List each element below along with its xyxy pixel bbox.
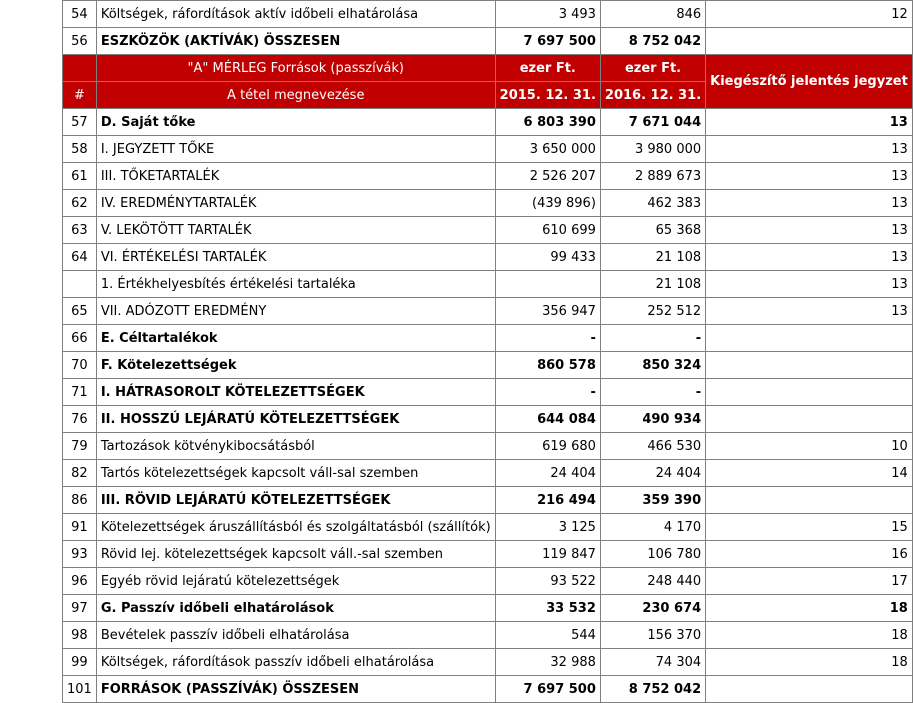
value-2015: 6 803 390 xyxy=(495,109,600,136)
value-2015: 7 697 500 xyxy=(495,28,600,55)
item-name: E. Céltartalékok xyxy=(96,325,495,352)
table-row xyxy=(63,325,913,352)
note-ref: 18 xyxy=(706,622,913,649)
value-2016: 74 304 xyxy=(600,649,705,676)
table-row xyxy=(63,541,913,568)
note-ref: 13 xyxy=(706,136,913,163)
value-2015: 644 084 xyxy=(495,406,600,433)
row-number: 56 xyxy=(63,28,97,55)
value-2016: 3 980 000 xyxy=(600,136,705,163)
value-2016: - xyxy=(600,379,705,406)
table-row xyxy=(63,514,913,541)
row-number-header: # xyxy=(63,82,97,109)
row-number: 86 xyxy=(63,487,97,514)
asset-summary-rows xyxy=(63,1,913,55)
item-name: IV. EREDMÉNYTARTALÉK xyxy=(96,190,495,217)
row-number: 98 xyxy=(63,622,97,649)
item-name-header: A tétel megnevezése xyxy=(96,82,495,109)
value-2015: - xyxy=(495,379,600,406)
value-2015: 93 522 xyxy=(495,568,600,595)
value-2015: (439 896) xyxy=(495,190,600,217)
note-ref: 13 xyxy=(706,109,913,136)
value-2016: 21 108 xyxy=(600,271,705,298)
note-ref xyxy=(706,28,913,55)
item-name: Egyéb rövid lejáratú kötelezettségek xyxy=(96,568,495,595)
value-2016: 8 752 042 xyxy=(600,676,705,703)
note-ref: 18 xyxy=(706,649,913,676)
table-row xyxy=(63,244,913,271)
value-2016: 24 404 xyxy=(600,460,705,487)
note-ref: 13 xyxy=(706,244,913,271)
row-number: 62 xyxy=(63,190,97,217)
table-row xyxy=(63,649,913,676)
table-row xyxy=(63,487,913,514)
item-name: D. Saját tőke xyxy=(96,109,495,136)
section-title: "A" MÉRLEG Források (passzívák) xyxy=(96,55,495,82)
value-2015: 610 699 xyxy=(495,217,600,244)
note-ref: 16 xyxy=(706,541,913,568)
table-row xyxy=(63,28,913,55)
note-ref xyxy=(706,325,913,352)
value-2016: 8 752 042 xyxy=(600,28,705,55)
row-number: 79 xyxy=(63,433,97,460)
value-2015: 356 947 xyxy=(495,298,600,325)
balance-sheet-table xyxy=(62,0,913,703)
value-2015: 544 xyxy=(495,622,600,649)
value-2015: 99 433 xyxy=(495,244,600,271)
table-row xyxy=(63,622,913,649)
value-2016: 106 780 xyxy=(600,541,705,568)
table-row xyxy=(63,217,913,244)
item-name: Költségek, ráfordítások passzív időbeli elhatárolása xyxy=(96,649,495,676)
row-number: 54 xyxy=(63,1,97,28)
value-2015: 119 847 xyxy=(495,541,600,568)
row-number: 66 xyxy=(63,325,97,352)
value-2016: 230 674 xyxy=(600,595,705,622)
item-name: G. Passzív időbeli elhatárolások xyxy=(96,595,495,622)
item-name: III. RÖVID LEJÁRATÚ KÖTELEZETTSÉGEK xyxy=(96,487,495,514)
value-2015: 619 680 xyxy=(495,433,600,460)
row-number: 70 xyxy=(63,352,97,379)
item-name: Költségek, ráfordítások aktív időbeli elhatárolása xyxy=(96,1,495,28)
table-row xyxy=(63,163,913,190)
row-number: 76 xyxy=(63,406,97,433)
item-name: Rövid lej. kötelezettségek kapcsolt váll.-sal szemben xyxy=(96,541,495,568)
item-name: Tartozások kötvénykibocsátásból xyxy=(96,433,495,460)
note-ref xyxy=(706,487,913,514)
value-2016: 21 108 xyxy=(600,244,705,271)
table-row xyxy=(63,271,913,298)
value-2016: 850 324 xyxy=(600,352,705,379)
note-ref xyxy=(706,352,913,379)
note-ref: 13 xyxy=(706,271,913,298)
row-number: 91 xyxy=(63,514,97,541)
row-number: 101 xyxy=(63,676,97,703)
table-row xyxy=(63,433,913,460)
table-row xyxy=(63,352,913,379)
value-2015: 3 650 000 xyxy=(495,136,600,163)
value-2015: 7 697 500 xyxy=(495,676,600,703)
row-number: 93 xyxy=(63,541,97,568)
value-2015: 860 578 xyxy=(495,352,600,379)
row-number: 96 xyxy=(63,568,97,595)
note-ref: 10 xyxy=(706,433,913,460)
note-ref xyxy=(706,406,913,433)
note-ref: 13 xyxy=(706,217,913,244)
item-name: VII. ADÓZOTT EREDMÉNY xyxy=(96,298,495,325)
note-ref: 12 xyxy=(706,1,913,28)
row-number: 65 xyxy=(63,298,97,325)
note-ref: 14 xyxy=(706,460,913,487)
value-2016: 156 370 xyxy=(600,622,705,649)
row-number: 58 xyxy=(63,136,97,163)
row-number: 63 xyxy=(63,217,97,244)
table-row xyxy=(63,109,913,136)
note-ref: 18 xyxy=(706,595,913,622)
unit-label-2016: ezer Ft. xyxy=(600,55,705,82)
row-number: 97 xyxy=(63,595,97,622)
item-name: F. Kötelezettségek xyxy=(96,352,495,379)
item-name: ESZKÖZÖK (AKTÍVÁK) ÖSSZESEN xyxy=(96,28,495,55)
unit-label-2015: ezer Ft. xyxy=(495,55,600,82)
liabilities-rows xyxy=(63,109,913,703)
note-ref: 13 xyxy=(706,190,913,217)
value-2016: 65 368 xyxy=(600,217,705,244)
value-2015: 24 404 xyxy=(495,460,600,487)
table-row xyxy=(63,1,913,28)
item-name: I. JEGYZETT TŐKE xyxy=(96,136,495,163)
date-header-2016: 2016. 12. 31. xyxy=(600,82,705,109)
item-name: FORRÁSOK (PASSZÍVÁK) ÖSSZESEN xyxy=(96,676,495,703)
note-ref: 13 xyxy=(706,163,913,190)
date-header-2015: 2015. 12. 31. xyxy=(495,82,600,109)
value-2016: 7 671 044 xyxy=(600,109,705,136)
value-2016: 466 530 xyxy=(600,433,705,460)
table-row xyxy=(63,568,913,595)
value-2015: - xyxy=(495,325,600,352)
row-number: 71 xyxy=(63,379,97,406)
value-2015 xyxy=(495,271,600,298)
value-2016: 2 889 673 xyxy=(600,163,705,190)
value-2016: 252 512 xyxy=(600,298,705,325)
table-row xyxy=(63,136,913,163)
note-ref: 17 xyxy=(706,568,913,595)
liabilities-header xyxy=(63,55,913,109)
notes-column-header: Kiegészítő jelentés jegyzet xyxy=(706,55,913,109)
value-2016: - xyxy=(600,325,705,352)
item-name: Kötelezettségek áruszállításból és szolgáltatásból (szállítók) xyxy=(96,514,495,541)
row-number: 82 xyxy=(63,460,97,487)
value-2015: 3 493 xyxy=(495,1,600,28)
table-row xyxy=(63,406,913,433)
row-number xyxy=(63,271,97,298)
item-name: I. HÁTRASOROLT KÖTELEZETTSÉGEK xyxy=(96,379,495,406)
item-name: Tartós kötelezettségek kapcsolt váll-sal szemben xyxy=(96,460,495,487)
value-2015: 2 526 207 xyxy=(495,163,600,190)
row-number: 99 xyxy=(63,649,97,676)
value-2016: 462 383 xyxy=(600,190,705,217)
table-row xyxy=(63,676,913,703)
value-2015: 3 125 xyxy=(495,514,600,541)
item-name: V. LEKÖTÖTT TARTALÉK xyxy=(96,217,495,244)
value-2015: 33 532 xyxy=(495,595,600,622)
note-ref: 13 xyxy=(706,298,913,325)
item-name: VI. ÉRTÉKELÉSI TARTALÉK xyxy=(96,244,495,271)
value-2015: 32 988 xyxy=(495,649,600,676)
table-row xyxy=(63,460,913,487)
row-number: 61 xyxy=(63,163,97,190)
note-ref xyxy=(706,379,913,406)
value-2016: 490 934 xyxy=(600,406,705,433)
item-name: II. HOSSZÚ LEJÁRATÚ KÖTELEZETTSÉGEK xyxy=(96,406,495,433)
value-2015: 216 494 xyxy=(495,487,600,514)
value-2016: 248 440 xyxy=(600,568,705,595)
item-name: 1. Értékhelyesbítés értékelési tartaléka xyxy=(96,271,495,298)
row-number: 57 xyxy=(63,109,97,136)
table-row xyxy=(63,298,913,325)
value-2016: 4 170 xyxy=(600,514,705,541)
note-ref xyxy=(706,676,913,703)
value-2016: 846 xyxy=(600,1,705,28)
table-row xyxy=(63,379,913,406)
item-name: Bevételek passzív időbeli elhatárolása xyxy=(96,622,495,649)
item-name: III. TŐKETARTALÉK xyxy=(96,163,495,190)
row-number: 64 xyxy=(63,244,97,271)
note-ref: 15 xyxy=(706,514,913,541)
header-blank-cell xyxy=(63,55,97,82)
table-row xyxy=(63,190,913,217)
value-2016: 359 390 xyxy=(600,487,705,514)
table-row xyxy=(63,595,913,622)
